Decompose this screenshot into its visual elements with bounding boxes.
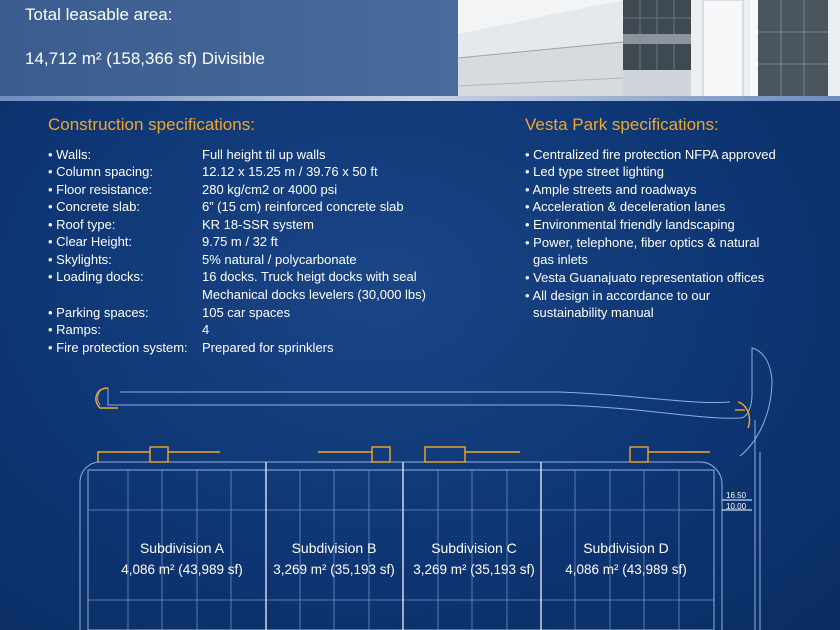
park-heading: Vesta Park specifications:: [525, 115, 719, 134]
spec-label: • Fire protection system:: [48, 340, 188, 355]
park-spec-item: • Power, telephone, fiber optics & natural: [525, 235, 760, 250]
spec-value: 105 car spaces: [202, 305, 291, 320]
spec-value: 280 kg/cm2 or 4000 psi: [202, 182, 338, 197]
spec-label: • Loading docks:: [48, 269, 144, 284]
subdivision-name: Subdivision D: [583, 540, 669, 556]
spec-label: • Concrete slab:: [48, 199, 140, 214]
spec-value: 4: [202, 322, 210, 337]
total-area-label: Total leasable area:: [25, 5, 173, 24]
park-spec-item: • Centralized fire protection NFPA approved: [525, 147, 776, 162]
park-spec-item: • All design in accordance to our: [525, 288, 711, 303]
spec-label: • Floor resistance:: [48, 182, 153, 197]
spec-label: • Roof type:: [48, 217, 116, 232]
park-spec-item: • Acceleration & deceleration lanes: [525, 199, 726, 214]
spec-value: 12.12 x 15.25 m / 39.76 x 50 ft: [202, 164, 378, 179]
spec-value: 9.75 m / 32 ft: [202, 234, 278, 249]
spec-value: 16 docks. Truck heigt docks with seal: [202, 269, 417, 284]
spec-label: • Column spacing:: [48, 164, 153, 179]
spec-label: • Parking spaces:: [48, 305, 149, 320]
park-spec-item: sustainability manual: [533, 305, 654, 320]
spec-value: Mechanical docks levelers (30,000 lbs): [202, 287, 426, 302]
park-spec-item: gas inlets: [533, 252, 588, 267]
construction-heading: Construction specifications:: [48, 115, 255, 134]
spec-value: Full height til up walls: [202, 147, 326, 162]
total-area-value: 14,712 m² (158,366 sf) Divisible: [25, 49, 266, 68]
spec-label: • Walls:: [48, 147, 92, 162]
subdivision-name: Subdivision A: [139, 540, 225, 556]
subdivision-area: 4,086 m² (43,989 sf): [121, 562, 243, 577]
spec-value: KR 18-SSR system: [202, 217, 314, 232]
dimension-lower: 10.00: [726, 502, 747, 511]
park-spec-item: • Led type street lighting: [525, 164, 664, 179]
spec-label: • Skylights:: [48, 252, 112, 267]
spec-label: • Clear Height:: [48, 234, 133, 249]
subdivision-area: 3,269 m² (35,193 sf): [273, 562, 395, 577]
dimension-upper: 16.50: [726, 491, 747, 500]
subdivision-name: Subdivision C: [431, 540, 517, 556]
spec-value: 5% natural / polycarbonate: [202, 252, 357, 267]
subdivision-area: 3,269 m² (35,193 sf): [413, 562, 535, 577]
park-spec-item: • Environmental friendly landscaping: [525, 217, 735, 232]
park-spec-item: • Vesta Guanajuato representation offices: [525, 270, 765, 285]
subdivision-name: Subdivision B: [291, 540, 377, 556]
subdivision-area: 4,086 m² (43,989 sf): [565, 562, 687, 577]
spec-value: 6” (15 cm) reinforced concrete slab: [202, 199, 404, 214]
spec-value: Prepared for sprinklers: [202, 340, 334, 355]
park-spec-item: • Ample streets and roadways: [525, 182, 697, 197]
spec-label: • Ramps:: [48, 322, 101, 337]
